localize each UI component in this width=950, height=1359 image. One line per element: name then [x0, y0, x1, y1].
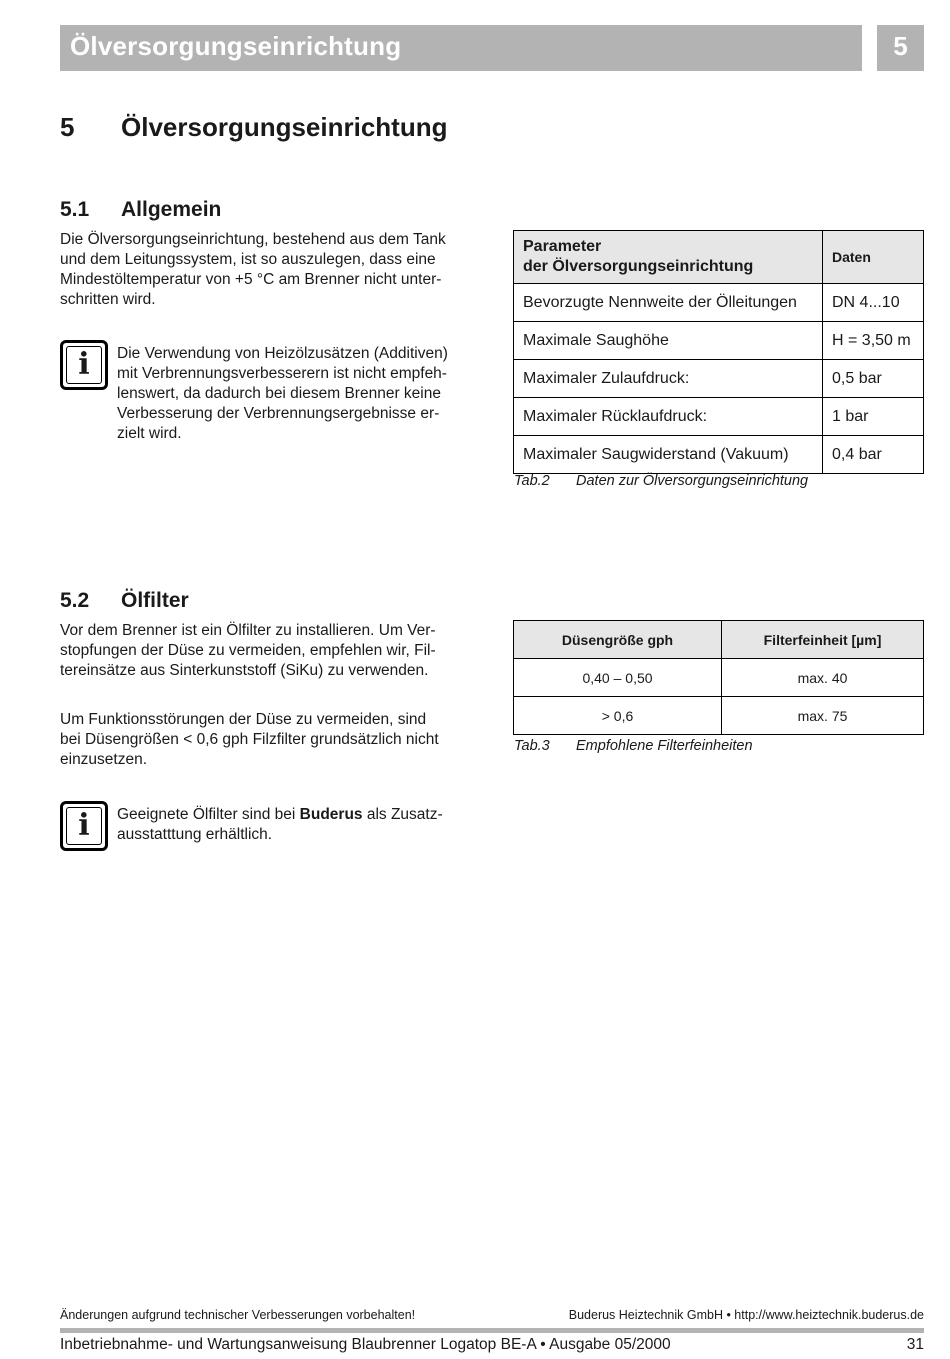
filter-table	[513, 620, 924, 735]
section-1-number: 5.1	[60, 198, 90, 221]
oil-supply-data-table	[513, 230, 924, 474]
table-header-parameter: Parameter der Ölversorgungseinrichtung	[514, 231, 823, 284]
note-line: ausstatttung erhältlich.	[117, 826, 273, 843]
section-2-number: 5.2	[60, 589, 90, 612]
table-row	[514, 659, 924, 697]
header-chapter-number: 5	[893, 31, 908, 61]
table-row	[514, 398, 924, 436]
table-cell-parameter: Maximaler Zulaufdruck:	[514, 360, 823, 398]
note-line: Die Verwendung von Heizölzusätzen (Additiven)	[117, 345, 448, 362]
paragraph-line: schritten wird.	[60, 291, 156, 308]
footer-right-note: Buderus Heiztechnik GmbH • http://www.heiztechnik.buderus.de	[568, 1308, 924, 1322]
table-cell-size: 0,40 – 0,50	[514, 659, 722, 697]
chapter-title: Ölversorgungseinrichtung	[121, 112, 448, 142]
paragraph-line: Um Funktionsstörungen der Düse zu vermeiden, sind	[60, 711, 427, 728]
table-cell-fineness: max. 75	[722, 697, 924, 735]
note-line: mit Verbrennungsverbesserern ist nicht empfeh-	[117, 365, 447, 382]
table-cell-parameter: Bevorzugte Nennweite der Ölleitungen	[514, 284, 823, 322]
table-row	[514, 360, 924, 398]
paragraph-line: einzusetzen.	[60, 751, 148, 768]
section-2-note	[117, 805, 443, 845]
note-line: Geeignete Ölfilter sind bei Buderus als Zusatz-	[117, 806, 443, 823]
brand-name: Buderus	[299, 806, 363, 823]
table-cell-value: 1 bar	[823, 398, 924, 436]
section-2-paragraph-2	[60, 710, 439, 770]
note-line: Verbesserung der Verbrennungsergebnisse er-	[117, 405, 440, 422]
paragraph-line: und dem Leitungssystem, ist so auszulegen, dass eine	[60, 251, 436, 268]
paragraph-line: tereinsätze aus Sinterkunststoff (SiKu) zu verwenden.	[60, 662, 429, 679]
table-row	[514, 284, 924, 322]
section-2-title: Ölfilter	[121, 589, 189, 612]
table-header-filter-fineness: Filterfeinheit [µm]	[722, 621, 924, 659]
paragraph-line: bei Düsengrößen < 0,6 gph Filzfilter grundsätzlich nicht	[60, 731, 439, 748]
page-number: 31	[906, 1336, 924, 1353]
table-cell-parameter: Maximaler Rücklaufdruck:	[514, 398, 823, 436]
table-row	[514, 697, 924, 735]
table-cell-parameter: Maximaler Saugwiderstand (Vakuum)	[514, 436, 823, 474]
table-cell-parameter: Maximale Saughöhe	[514, 322, 823, 360]
table-cell-value: 0,4 bar	[823, 436, 924, 474]
footer-left-note: Änderungen aufgrund technischer Verbesserungen vorbehalten!	[60, 1308, 416, 1322]
footer-document-title: Inbetriebnahme- und Wartungsanweisung Blaubrenner Logatop BE-A • Ausgabe 05/2000	[60, 1336, 671, 1353]
table-cell-value: DN 4...10	[823, 284, 924, 322]
table-row	[514, 322, 924, 360]
note-line: lenswert, da dadurch bei diesem Brenner keine	[117, 385, 441, 402]
table-header-data: Daten	[823, 231, 924, 284]
chapter-number: 5	[60, 112, 75, 142]
table-cell-value: H = 3,50 m	[823, 322, 924, 360]
table-cell-fineness: max. 40	[722, 659, 924, 697]
table-row	[514, 436, 924, 474]
section-2-paragraph-1	[60, 621, 436, 681]
section-1-note	[117, 344, 448, 444]
info-icon: i	[60, 340, 108, 390]
table-header-nozzle-size: Düsengröße gph	[514, 621, 722, 659]
table-cell-value: 0,5 bar	[823, 360, 924, 398]
footer-rule	[60, 1328, 924, 1333]
info-icon: i	[60, 801, 108, 851]
section-1-paragraph	[60, 230, 446, 310]
table-2-caption: Tab.2 Daten zur Ölversorgungseinrichtung	[514, 473, 809, 489]
paragraph-line: Die Ölversorgungseinrichtung, bestehend aus dem Tank	[60, 231, 446, 248]
note-line: zielt wird.	[117, 425, 182, 442]
paragraph-line: Mindestöltemperatur von +5 °C am Brenner nicht unter-	[60, 271, 442, 288]
table-3-caption: Tab.3 Empfohlene Filterfeinheiten	[514, 738, 753, 754]
paragraph-line: stopfungen der Düse zu vermeiden, empfehlen wir, Fil-	[60, 642, 436, 659]
section-1-title: Allgemein	[121, 198, 222, 221]
paragraph-line: Vor dem Brenner ist ein Ölfilter zu installieren. Um Ver-	[60, 622, 436, 639]
header-title: Ölversorgungseinrichtung	[70, 31, 402, 61]
table-cell-size: > 0,6	[514, 697, 722, 735]
